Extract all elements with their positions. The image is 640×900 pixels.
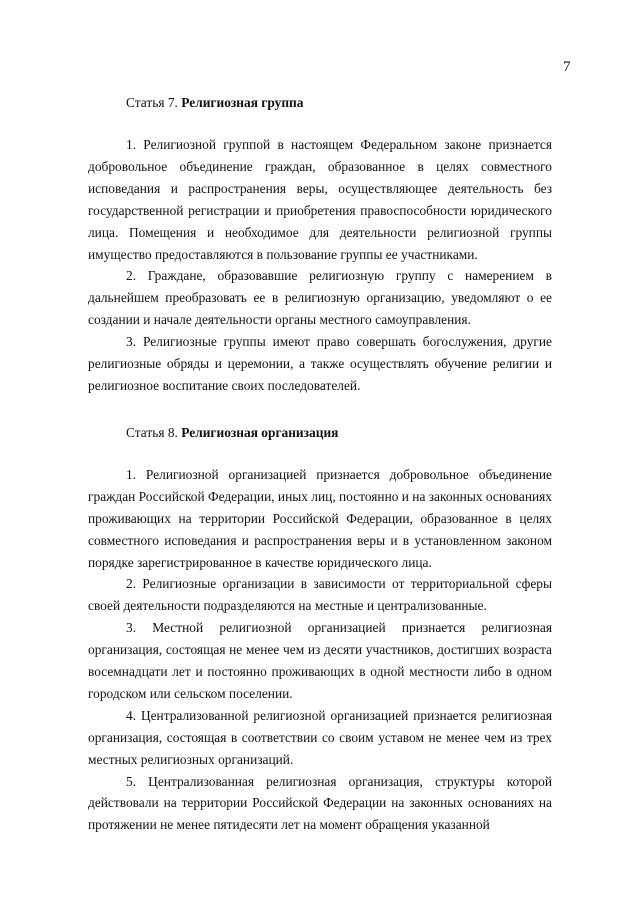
page-content <box>88 93 552 836</box>
article-paragraph: 5. Централизованная религиозная организация, структуры которой действовали на территории Российской Федерации на законных основаниях на протяжении не менее пятидесяти лет на момент обращения указанной <box>88 773 552 833</box>
article-paragraph: 2. Граждане, образовавшие религиозную группу с намерением в дальнейшем преобразовать ее в религиозную организацию, уведомляют о ее создании и начале деятельности органы местного самоуправления. <box>88 268 552 328</box>
article-paragraph: 3. Местной религиозной организацией признается религиозная организация, состоящая не менее чем из десяти участников, достигших возраста восемнадцати лет и постоянно проживающих в одной местности либо в одном городском или сельском поселении. <box>88 620 552 701</box>
article-paragraph: 2. Религиозные организации в зависимости от территориальной сферы своей деятельности подразделяются на местные и централизованные. <box>88 576 552 614</box>
article-7 <box>88 93 552 397</box>
article-number: Статья 7. <box>126 95 178 110</box>
article-heading <box>88 423 552 443</box>
article-title: Религиозная группа <box>181 95 304 110</box>
article-paragraph: 1. Религиозной организацией признается добровольное объединение граждан Российской Федерации, иных лиц, постоянно и на законных основаниях проживающих на территории Российской Федерации, образованное в целях совместного исповедания и распространения веры и в установленном законом порядке зарегистрированное в качестве юридического лица. <box>88 466 553 570</box>
article-8 <box>88 423 552 836</box>
article-body <box>88 134 552 397</box>
article-number: Статья 8. <box>126 424 178 440</box>
article-paragraph: 1. Религиозной группой в настоящем Федеральном законе признается добровольное объединение граждан, образованное в целях совместного исповедания и распространения веры, осуществляющее деятельность без государственной регистрации и приобретения правоспособности юридического лица. Помещения и необходимое для деятельности религиозной группы имущество предоставляются в пользование группы ее участниками. <box>88 137 552 262</box>
article-heading <box>88 93 552 113</box>
article-body <box>88 464 552 836</box>
page-number: 7 <box>563 59 571 75</box>
article-paragraph: 3. Религиозные группы имеют право совершать богослужения, другие религиозные обряды и церемонии, а также осуществлять обучение религии и религиозное воспитание своих последователей. <box>88 334 552 393</box>
article-paragraph: 4. Централизованной религиозной организацией признается религиозная организация, состоящая в соответствии со своим уставом не менее чем из трех местных религиозных организаций. <box>88 707 552 767</box>
article-title: Религиозная организация <box>181 424 339 440</box>
